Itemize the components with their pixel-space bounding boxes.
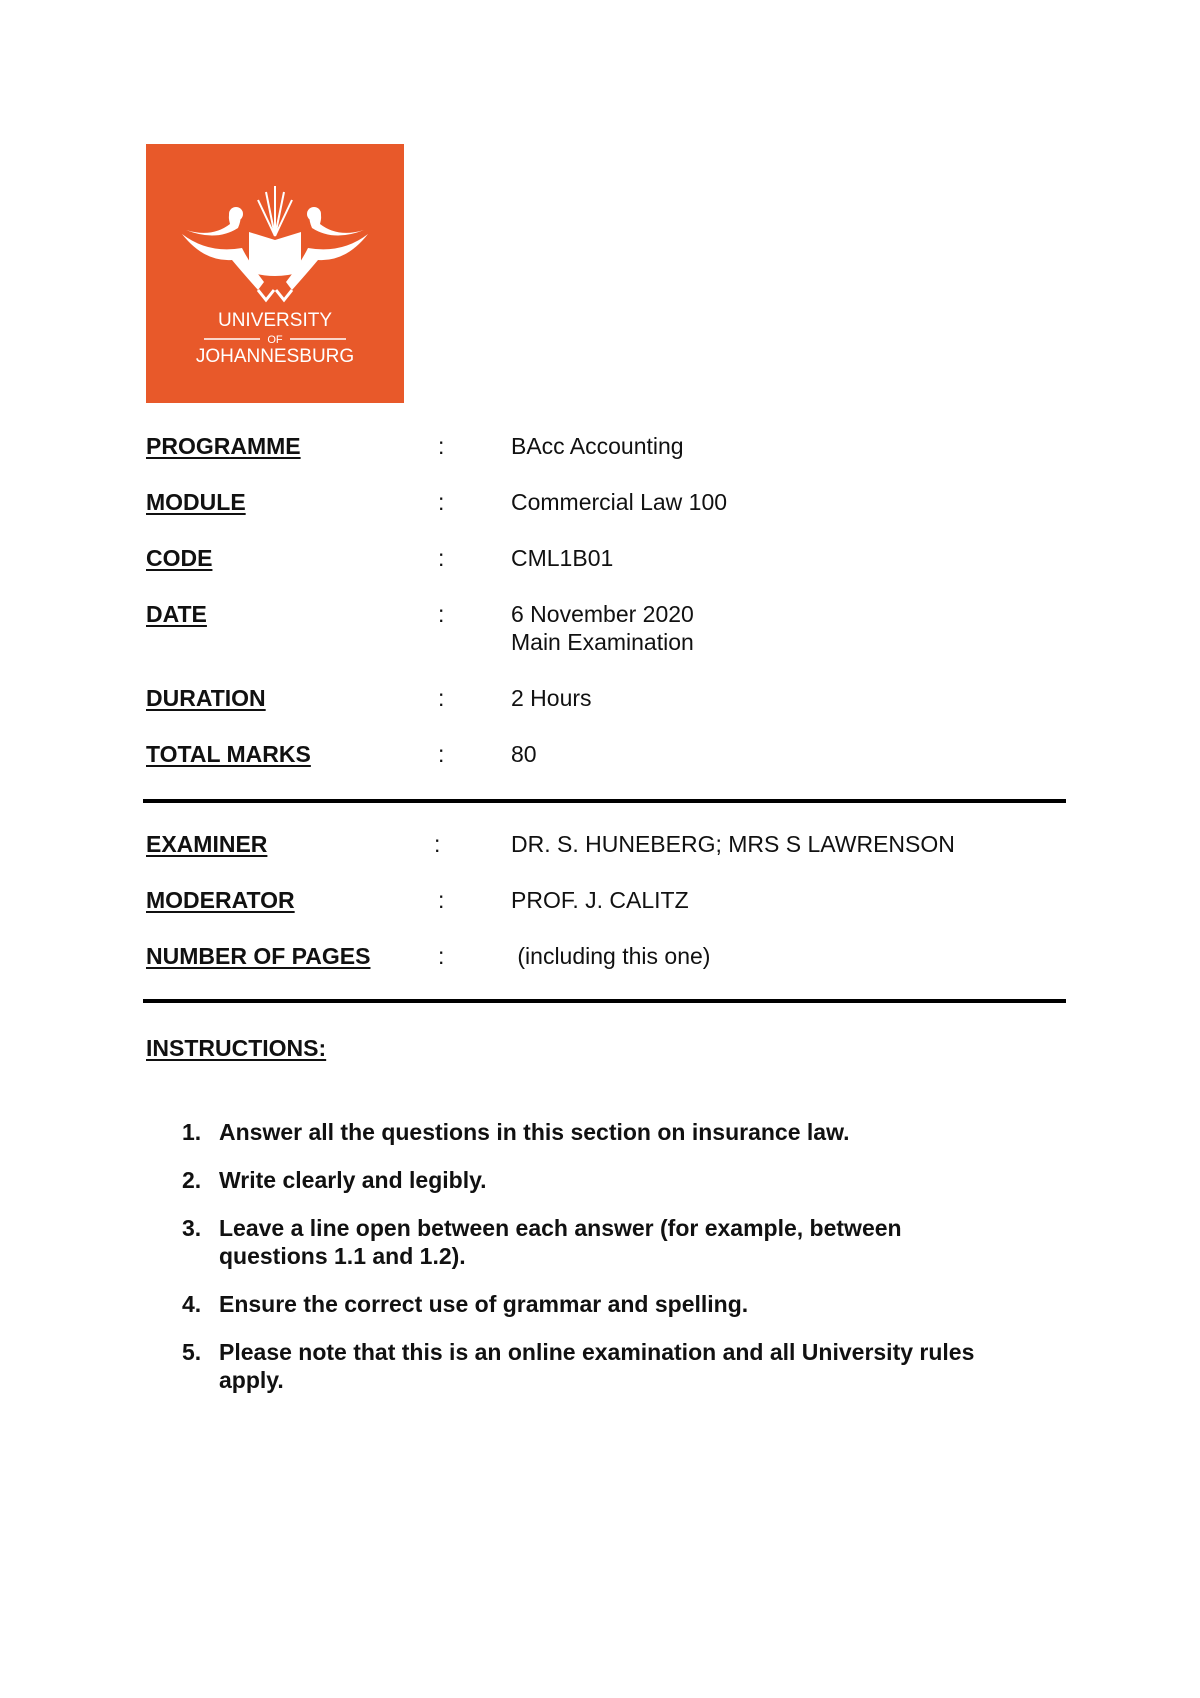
field-colon: : (438, 545, 445, 571)
field-value: (including this one) (511, 943, 711, 969)
field-value: 6 November 2020 (511, 601, 694, 627)
instruction-number: 4. (182, 1291, 202, 1317)
field-label: CODE (146, 545, 213, 571)
field-value: PROF. J. CALITZ (511, 887, 689, 913)
field-value: CML1B01 (511, 545, 614, 571)
field-value: DR. S. HUNEBERG; MRS S LAWRENSON (511, 831, 955, 857)
field-colon: : (438, 887, 445, 913)
field-colon: : (438, 741, 445, 767)
field-label: TOTAL MARKS (146, 741, 311, 767)
instruction-text: Please note that this is an online examination and all University rules apply. (219, 1339, 975, 1393)
field-colon: : (438, 943, 445, 969)
field-label: EXAMINER (146, 831, 268, 857)
instruction-number: 3. (182, 1215, 202, 1241)
svg-text:JOHANNESBURG: JOHANNESBURG (195, 346, 355, 367)
field-colon: : (434, 831, 441, 857)
field-colon: : (438, 433, 445, 459)
instruction-text: Answer all the questions in this section on insurance law. (219, 1119, 850, 1145)
field-value: 80 (511, 741, 537, 767)
instruction-number: 2. (182, 1167, 202, 1193)
field-label: DURATION (146, 685, 266, 711)
field-value: BAcc Accounting (511, 433, 684, 459)
divider-top (143, 799, 1066, 803)
instruction-number: 1. (182, 1119, 202, 1145)
svg-text:OF: OF (267, 334, 283, 346)
instructions-title: INSTRUCTIONS: (146, 1035, 327, 1061)
field-value-secondary: Main Examination (511, 629, 694, 655)
field-colon: : (438, 601, 445, 627)
svg-text:UNIVERSITY: UNIVERSITY (217, 310, 333, 331)
instruction-text: Write clearly and legibly. (219, 1167, 487, 1193)
field-label: MODULE (146, 489, 246, 515)
field-label: NUMBER OF PAGES (146, 943, 371, 969)
field-value: 2 Hours (511, 685, 592, 711)
instruction-text: Leave a line open between each answer (for example, between questions 1.1 and 1.2). (219, 1215, 902, 1269)
instruction-number: 5. (182, 1339, 202, 1365)
field-colon: : (438, 489, 445, 515)
instruction-text: Ensure the correct use of grammar and spelling. (219, 1291, 749, 1317)
field-label: DATE (146, 601, 207, 627)
field-label: MODERATOR (146, 887, 295, 913)
field-colon: : (438, 685, 445, 711)
field-label: PROGRAMME (146, 433, 301, 459)
field-value: Commercial Law 100 (511, 489, 728, 515)
logo-emblem-icon (146, 144, 404, 403)
university-logo (146, 144, 404, 403)
divider-bottom (143, 999, 1066, 1003)
